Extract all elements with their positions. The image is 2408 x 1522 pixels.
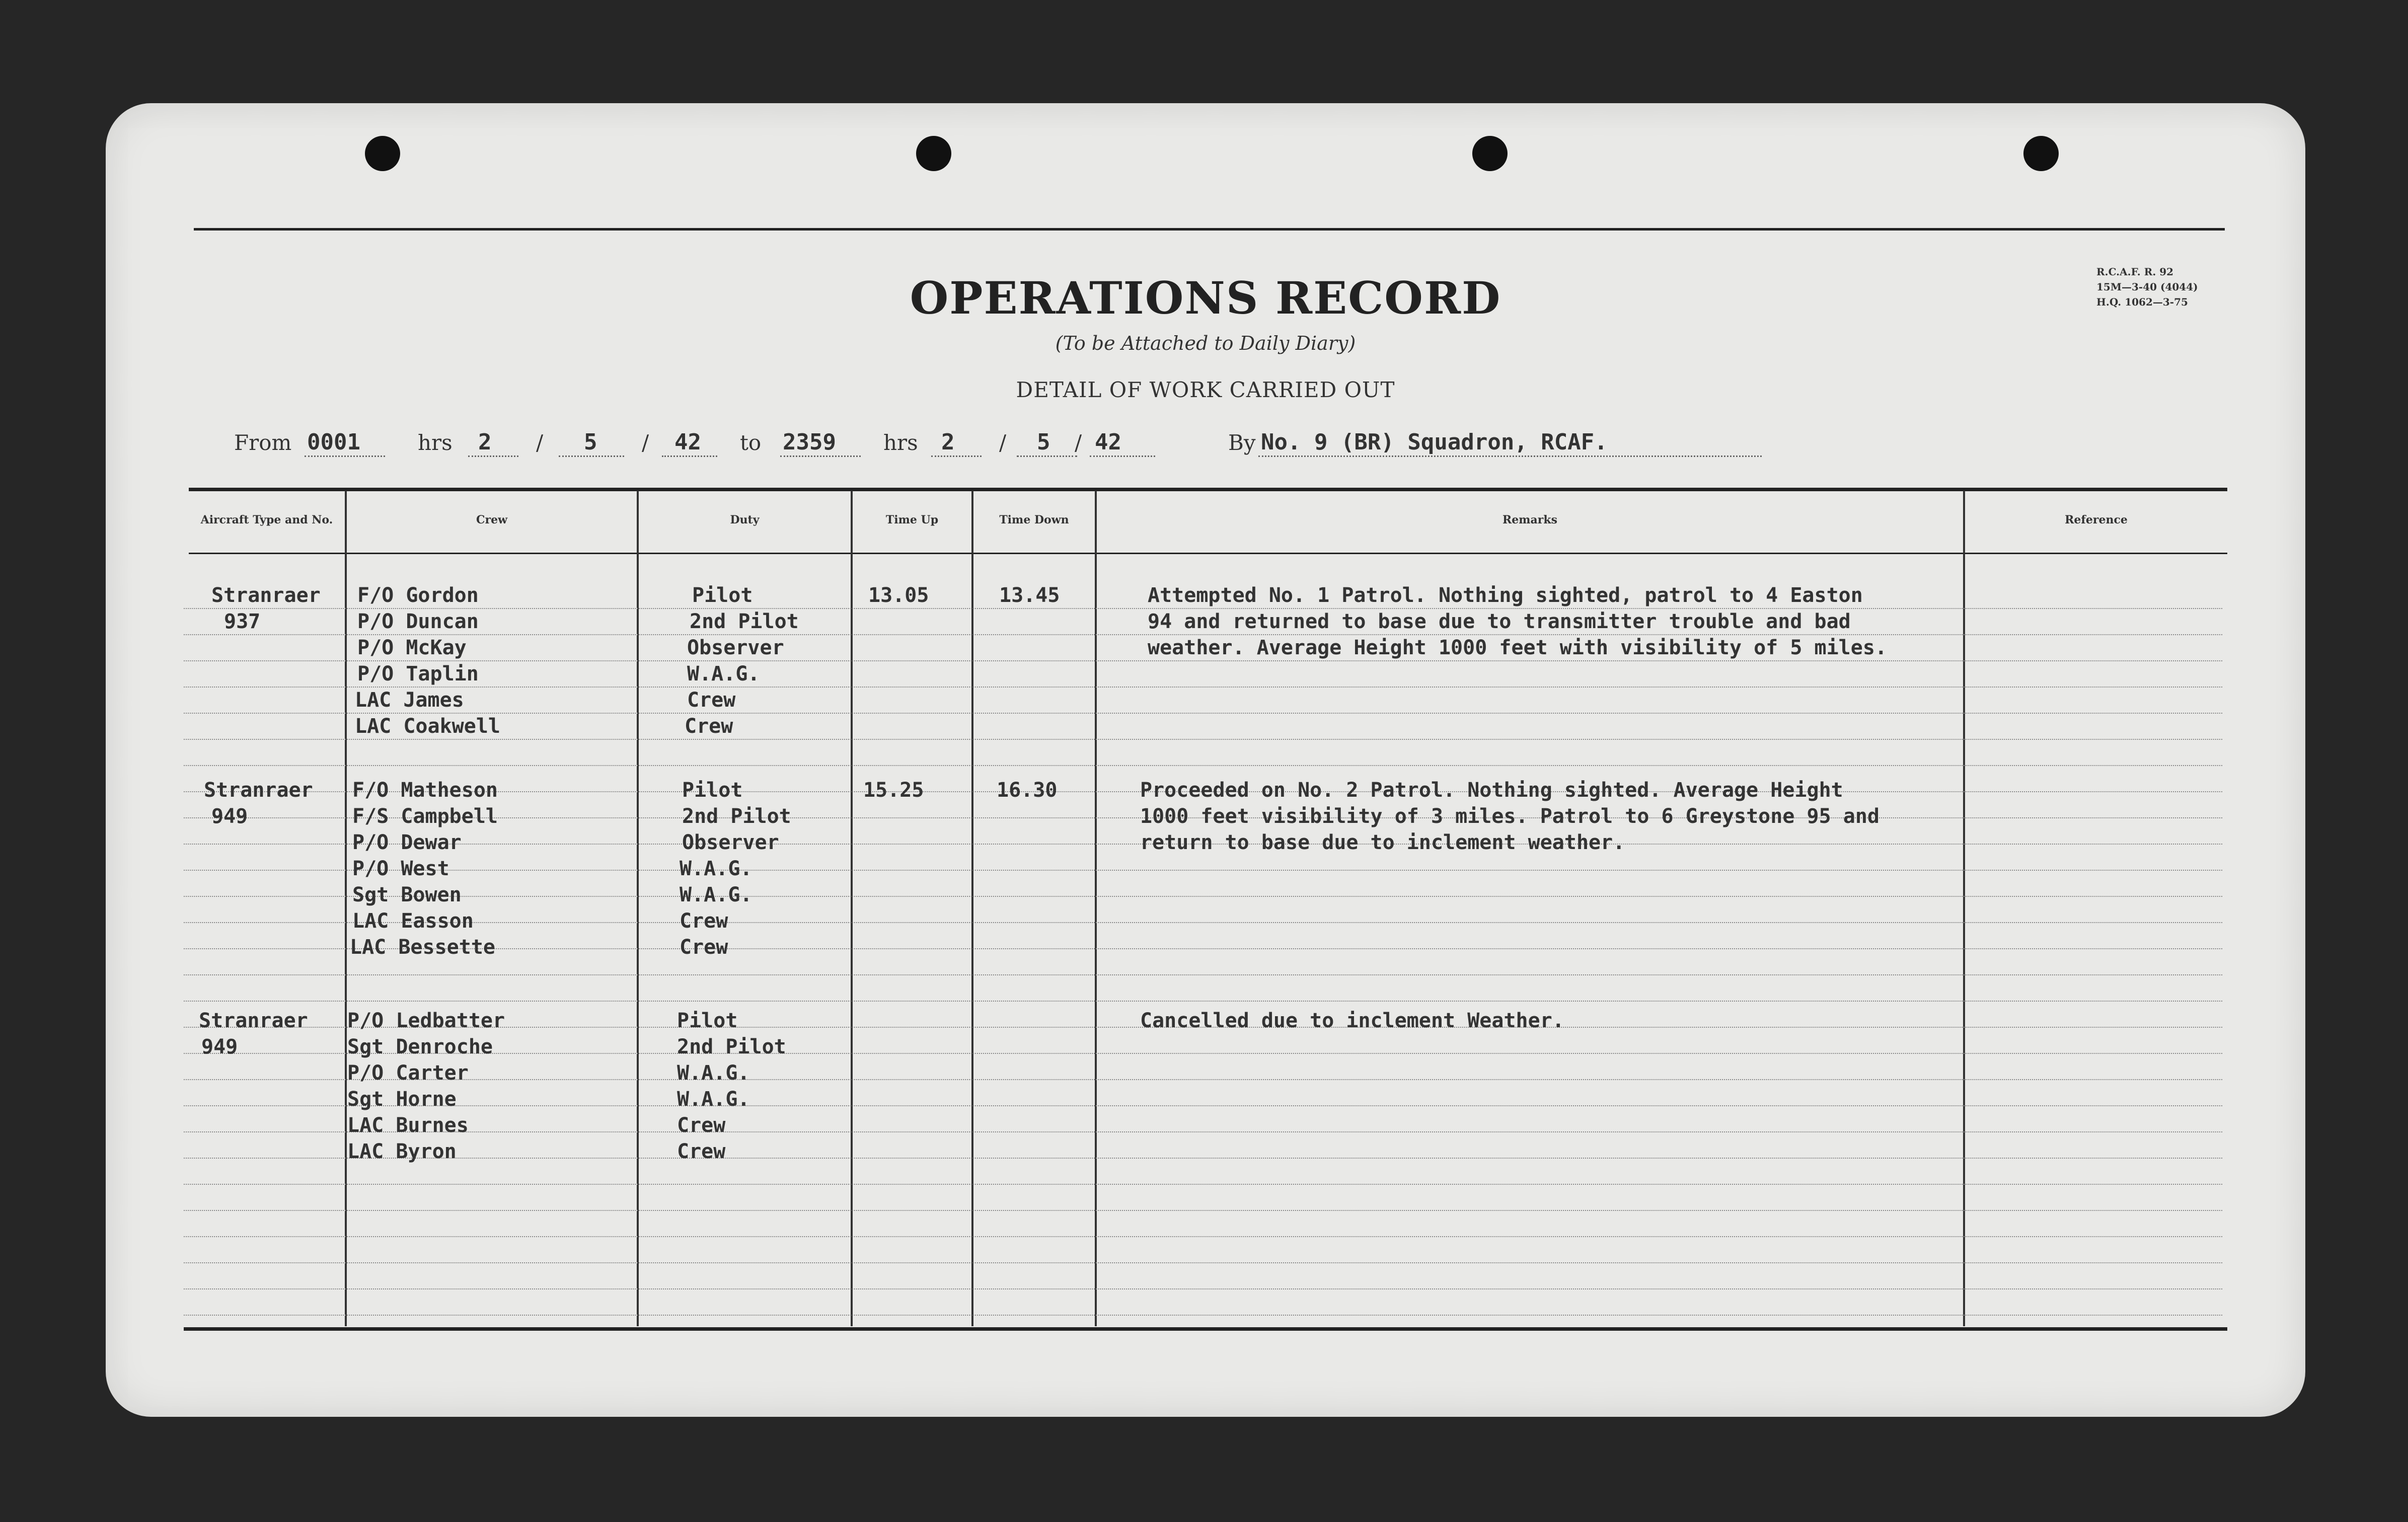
ruled-line	[184, 1158, 2222, 1159]
fill-line	[780, 455, 861, 457]
to-year: 42	[1095, 429, 1121, 455]
header-rule	[189, 553, 2227, 554]
crew-name: Sgt Bowen	[352, 883, 462, 906]
page-subtitle: (To be Attached to Daily Diary)	[1055, 332, 1356, 354]
crew-duty: Crew	[680, 936, 728, 959]
aircraft-type: Stranraer	[199, 1009, 308, 1032]
ruled-line	[184, 765, 2222, 766]
ruled-line	[184, 634, 2222, 635]
column-divider	[971, 491, 973, 1326]
crew-duty: Crew	[677, 1114, 726, 1137]
crew-name: LAC Easson	[352, 909, 474, 933]
ruled-line	[184, 922, 2222, 923]
fill-line	[468, 455, 518, 457]
to-label: to	[740, 430, 762, 455]
crew-name: LAC James	[355, 689, 464, 712]
date-separator: /	[642, 430, 649, 455]
crew-name: LAC Burnes	[347, 1114, 469, 1137]
crew-duty: 2nd Pilot	[682, 805, 791, 828]
ruled-line	[184, 608, 2222, 609]
ruled-line	[184, 1236, 2222, 1237]
col-time-down: Time Down	[999, 513, 1069, 526]
fill-line	[662, 455, 717, 457]
hrs-label: hrs	[418, 430, 453, 455]
fill-line	[559, 455, 624, 457]
from-day: 2	[478, 429, 492, 455]
ruled-line	[184, 739, 2222, 740]
crew-duty: Crew	[685, 715, 733, 738]
column-divider	[1963, 491, 1965, 1326]
table-bottom-rule	[184, 1327, 2227, 1331]
operations-record-card	[106, 103, 2305, 1417]
by-label: By	[1228, 430, 1256, 455]
crew-duty: Observer	[687, 636, 784, 659]
col-time-up: Time Up	[885, 513, 939, 526]
ruled-line	[184, 1288, 2222, 1289]
date-separator: /	[999, 430, 1007, 455]
ruled-line	[184, 1315, 2222, 1316]
detail-heading: DETAIL OF WORK CARRIED OUT	[1016, 377, 1395, 402]
to-month: 5	[1037, 429, 1050, 455]
crew-duty: Pilot	[677, 1009, 738, 1032]
column-divider	[851, 491, 853, 1326]
fill-line	[1258, 455, 1762, 457]
crew-name: P/O West	[352, 857, 449, 880]
date-separator: /	[536, 430, 544, 455]
crew-duty: 2nd Pilot	[677, 1035, 786, 1058]
crew-duty: 2nd Pilot	[690, 610, 799, 633]
crew-name: F/O Matheson	[352, 779, 498, 802]
remarks-line: Attempted No. 1 Patrol. Nothing sighted, patrol to 4 Easton	[1148, 584, 1863, 607]
crew-name: P/O Carter	[347, 1061, 469, 1085]
punch-hole	[2023, 136, 2059, 171]
from-time: 0001	[307, 429, 360, 455]
form-code-line: 15M—3-40 (4044)	[2096, 281, 2198, 293]
page-title: OPERATIONS RECORD	[910, 272, 1501, 324]
crew-name: P/O Ledbatter	[347, 1009, 505, 1032]
ruled-line	[184, 1131, 2222, 1132]
crew-duty: Crew	[680, 909, 728, 933]
ruled-line	[184, 660, 2222, 661]
crew-name: LAC Byron	[347, 1140, 457, 1163]
from-month: 5	[584, 429, 597, 455]
crew-name: P/O Taplin	[357, 662, 479, 686]
remarks-line: Proceeded on No. 2 Patrol. Nothing sighted. Average Height	[1140, 779, 1843, 802]
crew-name: P/O Dewar	[352, 831, 462, 854]
ruled-line	[184, 1079, 2222, 1080]
top-rule	[194, 228, 2225, 231]
to-time: 2359	[783, 429, 836, 455]
from-label: From	[234, 430, 292, 455]
form-code-line: H.Q. 1062—3-75	[2096, 296, 2188, 308]
crew-duty: W.A.G.	[677, 1088, 750, 1111]
ruled-line	[184, 974, 2222, 975]
crew-name: F/S Campbell	[352, 805, 498, 828]
crew-name: LAC Bessette	[350, 936, 495, 959]
punch-hole	[1472, 136, 1508, 171]
col-crew: Crew	[476, 513, 508, 526]
fill-line	[1090, 455, 1155, 457]
crew-duty: Crew	[687, 689, 736, 712]
ruled-line	[184, 1262, 2222, 1263]
form-code	[2096, 264, 2198, 310]
remarks-line: Cancelled due to inclement Weather.	[1140, 1009, 1564, 1032]
aircraft-type: Stranraer	[211, 584, 321, 607]
crew-name: P/O McKay	[357, 636, 467, 659]
col-aircraft: Aircraft Type and No.	[200, 513, 333, 526]
ruled-line	[184, 713, 2222, 714]
aircraft-type: Stranraer	[204, 779, 313, 802]
crew-name: Sgt Denroche	[347, 1035, 493, 1058]
time-up: 13.05	[868, 584, 929, 607]
column-divider	[345, 491, 347, 1326]
crew-name: Sgt Horne	[347, 1088, 457, 1111]
col-reference: Reference	[2065, 513, 2128, 526]
aircraft-no: 949	[211, 805, 248, 828]
form-code-line: R.C.A.F. R. 92	[2096, 266, 2174, 278]
fill-line	[1017, 455, 1077, 457]
punch-hole	[365, 136, 400, 171]
col-remarks: Remarks	[1502, 513, 1558, 526]
column-divider	[1095, 491, 1097, 1326]
to-day: 2	[941, 429, 955, 455]
crew-name: F/O Gordon	[357, 584, 479, 607]
time-down: 13.45	[999, 584, 1060, 607]
column-divider	[637, 491, 639, 1326]
crew-name: P/O Duncan	[357, 610, 479, 633]
fill-line	[931, 455, 982, 457]
crew-duty: Crew	[677, 1140, 726, 1163]
crew-duty: Pilot	[682, 779, 743, 802]
crew-duty: W.A.G.	[680, 883, 752, 906]
crew-duty: Observer	[682, 831, 779, 854]
ruled-line	[184, 1210, 2222, 1211]
time-down: 16.30	[997, 779, 1058, 802]
remarks-line: weather. Average Height 1000 feet with visibility of 5 miles.	[1148, 636, 1888, 659]
remarks-line: 1000 feet visibility of 3 miles. Patrol to 6 Greystone 95 and	[1140, 805, 1880, 828]
crew-duty: Pilot	[692, 584, 753, 607]
time-up: 15.25	[863, 779, 924, 802]
remarks-line: 94 and returned to base due to transmitter trouble and bad	[1148, 610, 1851, 633]
crew-duty: W.A.G.	[680, 857, 752, 880]
ruled-line	[184, 896, 2222, 897]
fill-line	[305, 455, 385, 457]
squadron-name: No. 9 (BR) Squadron, RCAF.	[1261, 429, 1608, 455]
crew-duty: W.A.G.	[677, 1061, 750, 1085]
ruled-line	[184, 1184, 2222, 1185]
date-separator: /	[1075, 430, 1082, 455]
remarks-line: return to base due to inclement weather.	[1140, 831, 1625, 854]
ruled-line	[184, 870, 2222, 871]
aircraft-no: 949	[201, 1035, 238, 1058]
col-duty: Duty	[730, 513, 760, 526]
ruled-line	[184, 1105, 2222, 1106]
crew-name: LAC Coakwell	[355, 715, 500, 738]
aircraft-no: 937	[224, 610, 261, 633]
table-top-rule	[189, 488, 2227, 491]
ruled-line	[184, 1001, 2222, 1002]
hrs-label: hrs	[883, 430, 918, 455]
punch-hole	[916, 136, 951, 171]
ruled-line	[184, 687, 2222, 688]
from-year: 42	[674, 429, 701, 455]
crew-duty: W.A.G.	[687, 662, 760, 686]
